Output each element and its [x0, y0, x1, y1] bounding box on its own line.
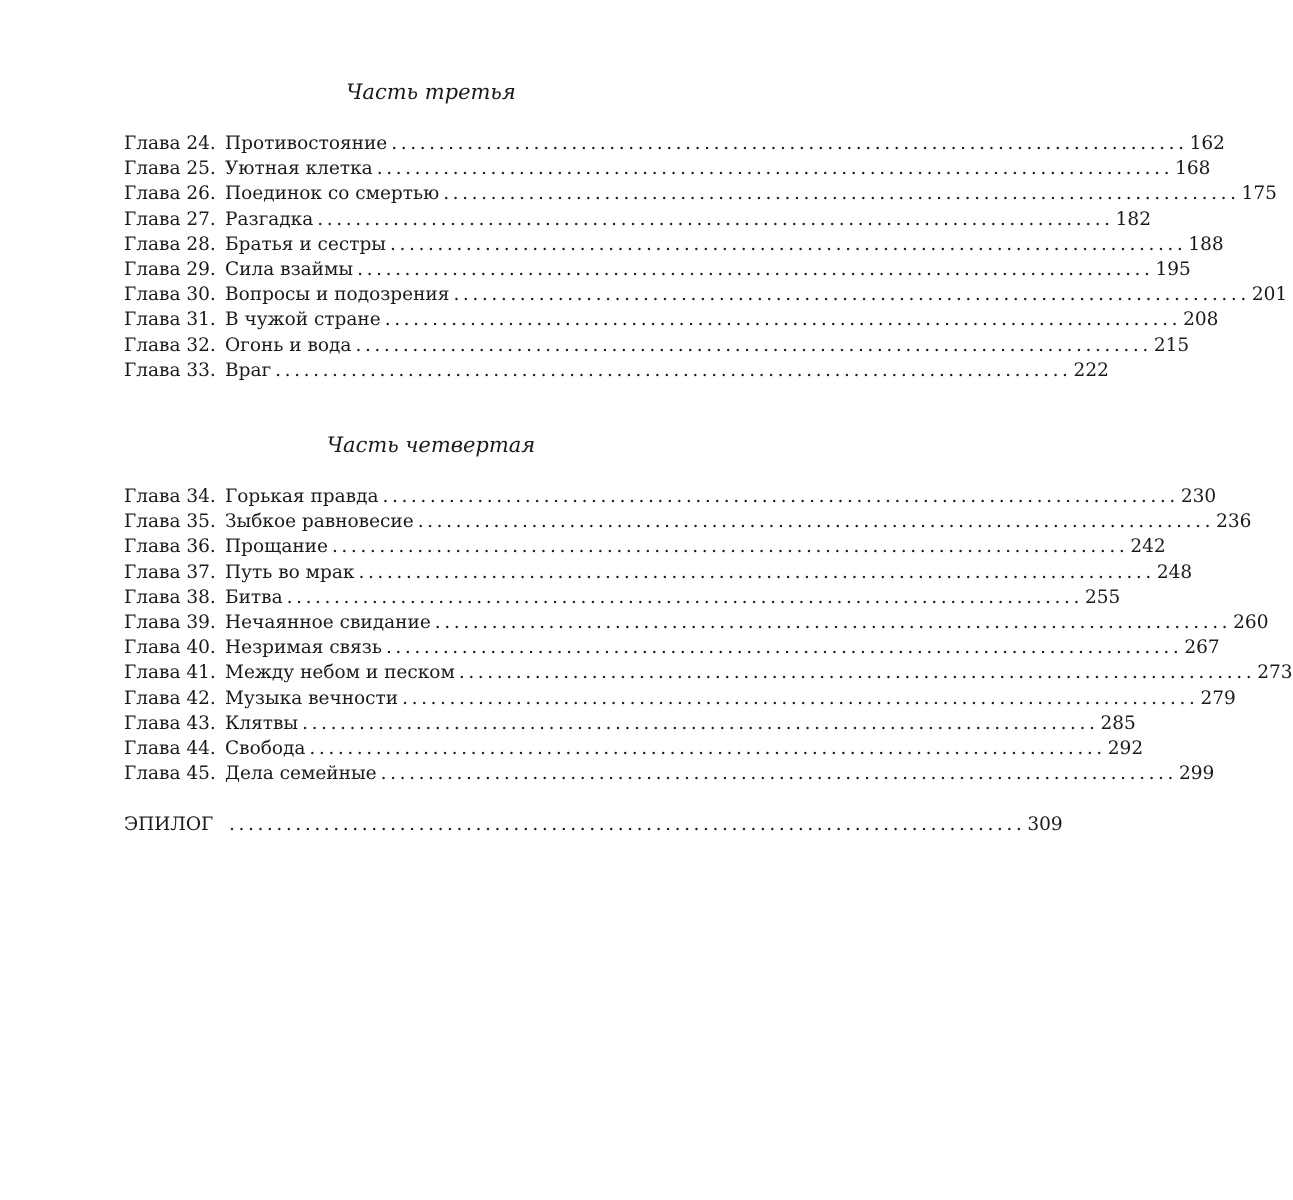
chapter-number: Глава 36. [124, 536, 216, 558]
chapter-number: Глава 39. [124, 611, 216, 633]
chapter-number: Глава 27. [124, 208, 216, 230]
page-number: 273 [1257, 662, 1293, 684]
toc-entry [124, 181, 1277, 206]
chapter-title: Братья и сестры [225, 233, 387, 255]
page-number: 175 [1241, 183, 1277, 205]
chapter-number: Глава 44. [124, 737, 216, 759]
toc-entry [124, 257, 1191, 282]
page-number: 299 [1179, 763, 1215, 785]
toc-entry [124, 560, 1193, 585]
chapter-title: Незримая связь [225, 637, 382, 659]
chapter-number: Глава 37. [124, 561, 216, 583]
dot-leader: .................................................................................... [317, 208, 1114, 230]
page-number: 279 [1200, 687, 1236, 709]
chapter-title: Путь во мрак [225, 561, 355, 583]
page-number: 182 [1115, 208, 1151, 230]
toc-entry [124, 635, 1220, 660]
chapter-title: Клятвы [225, 712, 299, 734]
page-number: 285 [1100, 712, 1136, 734]
dot-leader: .................................................................................... [434, 611, 1232, 633]
toc-entry [124, 761, 1215, 786]
dot-leader: .................................................................................... [391, 133, 1188, 154]
chapter-title: Битва [225, 586, 283, 608]
chapter-number: Глава 34. [124, 486, 216, 507]
page-number: 168 [1175, 158, 1211, 180]
toc-entry [124, 232, 1224, 257]
page-number: 230 [1180, 486, 1217, 507]
toc-entry [124, 333, 1190, 358]
dot-leader: .................................................................................... [355, 334, 1152, 356]
part-three-heading: Часть третья [346, 80, 516, 104]
page-number: 248 [1156, 561, 1193, 583]
toc-entry [124, 509, 1252, 534]
dot-leader: .................................................................................... [309, 737, 1106, 759]
toc-entry [124, 610, 1269, 635]
dot-leader: .................................................................................... [376, 158, 1174, 180]
chapter-title: Дела семейные [225, 763, 377, 785]
page-number: 208 [1183, 309, 1219, 331]
part-four-heading: Часть четвертая [326, 433, 536, 457]
page-number: 201 [1251, 284, 1288, 306]
chapter-number: Глава 29. [124, 258, 216, 280]
toc-entry [124, 484, 1217, 509]
chapter-number: Глава 35. [124, 511, 216, 533]
chapter-number: Глава 26. [124, 183, 216, 205]
chapter-title: Музыка вечности [225, 687, 399, 709]
chapter-title: Противостояние [225, 133, 388, 154]
chapter-title: Сила взаймы [225, 258, 354, 280]
chapter-number: Глава 31. [124, 309, 216, 331]
chapter-title: Огонь и вода [225, 334, 352, 356]
toc-entry [124, 207, 1151, 232]
page-number: 215 [1153, 334, 1190, 356]
page-number: 188 [1188, 233, 1224, 255]
dot-leader: .................................................................................... [453, 284, 1250, 306]
toc-entry [124, 711, 1136, 736]
chapter-title: Зыбкое равновесие [225, 511, 414, 533]
toc-entry [124, 686, 1236, 711]
chapter-title: Разгадка [225, 208, 314, 230]
dot-leader: .................................................................................... [302, 712, 1099, 734]
page-number: 162 [1189, 133, 1225, 154]
toc-entry [124, 585, 1121, 610]
dot-leader: .................................................................................... [358, 561, 1155, 583]
dot-leader: .................................................................................... [385, 637, 1183, 659]
dot-leader: .................................................................................... [384, 309, 1182, 331]
epilogue-title: ЭПИЛОГ [124, 814, 214, 835]
page-number: 236 [1216, 511, 1252, 533]
toc-entry-epilogue [124, 812, 1063, 837]
dot-leader: .................................................................................... [229, 814, 1026, 835]
chapter-number: Глава 40. [124, 637, 216, 659]
part-three-toc [124, 131, 1288, 383]
epilogue-toc [124, 812, 1063, 837]
toc-entry [124, 282, 1288, 307]
page-number: 260 [1233, 611, 1269, 633]
toc-entry [124, 534, 1166, 559]
chapter-number: Глава 28. [124, 233, 216, 255]
chapter-title: Вопросы и подозрения [225, 284, 450, 306]
dot-leader: .................................................................................... [443, 183, 1240, 205]
chapter-number: Глава 30. [124, 284, 216, 306]
chapter-number: Глава 41. [124, 662, 216, 684]
dot-leader: .................................................................................... [357, 258, 1154, 280]
chapter-number: Глава 33. [124, 359, 216, 381]
page-number: 292 [1107, 737, 1144, 759]
chapter-number: Глава 45. [124, 763, 216, 785]
chapter-number: Глава 24. [124, 133, 216, 154]
toc-entry [124, 307, 1219, 332]
page-number: 222 [1073, 359, 1109, 381]
chapter-title: Враг [225, 359, 272, 381]
toc-entry [124, 736, 1144, 761]
chapter-number: Глава 32. [124, 334, 216, 356]
dot-leader: .................................................................................... [382, 486, 1179, 507]
chapter-number: Глава 38. [124, 586, 216, 608]
page-number: 267 [1184, 637, 1220, 659]
chapter-title: Нечаянное свидание [225, 611, 431, 633]
page-number: 255 [1084, 586, 1121, 608]
chapter-number: Глава 42. [124, 687, 216, 709]
page-number: 242 [1130, 536, 1166, 558]
toc-entry [124, 156, 1211, 181]
chapter-number: Глава 25. [124, 158, 216, 180]
dot-leader: .................................................................................... [390, 233, 1187, 255]
chapter-title: Прощание [225, 536, 328, 558]
page-number: 309 [1027, 814, 1063, 835]
dot-leader: .................................................................................... [402, 687, 1199, 709]
chapter-title: В чужой стране [225, 309, 381, 331]
chapter-number: Глава 43. [124, 712, 216, 734]
dot-leader: .................................................................................... [331, 536, 1129, 558]
toc-entry [124, 131, 1225, 156]
dot-leader: .................................................................................... [380, 763, 1178, 785]
part-four-toc [124, 484, 1293, 786]
chapter-title: Поединок со смертью [225, 183, 440, 205]
dot-leader: .................................................................................... [286, 586, 1083, 608]
chapter-title: Свобода [225, 737, 306, 759]
page-number: 195 [1155, 258, 1191, 280]
chapter-title: Уютная клетка [225, 158, 373, 180]
dot-leader: .................................................................................... [275, 359, 1072, 381]
chapter-title: Между небом и песком [225, 662, 455, 684]
toc-entry [124, 660, 1293, 685]
dot-leader: .................................................................................... [458, 662, 1256, 684]
dot-leader: .................................................................................... [417, 511, 1215, 533]
chapter-title: Горькая правда [225, 486, 379, 507]
toc-entry [124, 358, 1109, 383]
